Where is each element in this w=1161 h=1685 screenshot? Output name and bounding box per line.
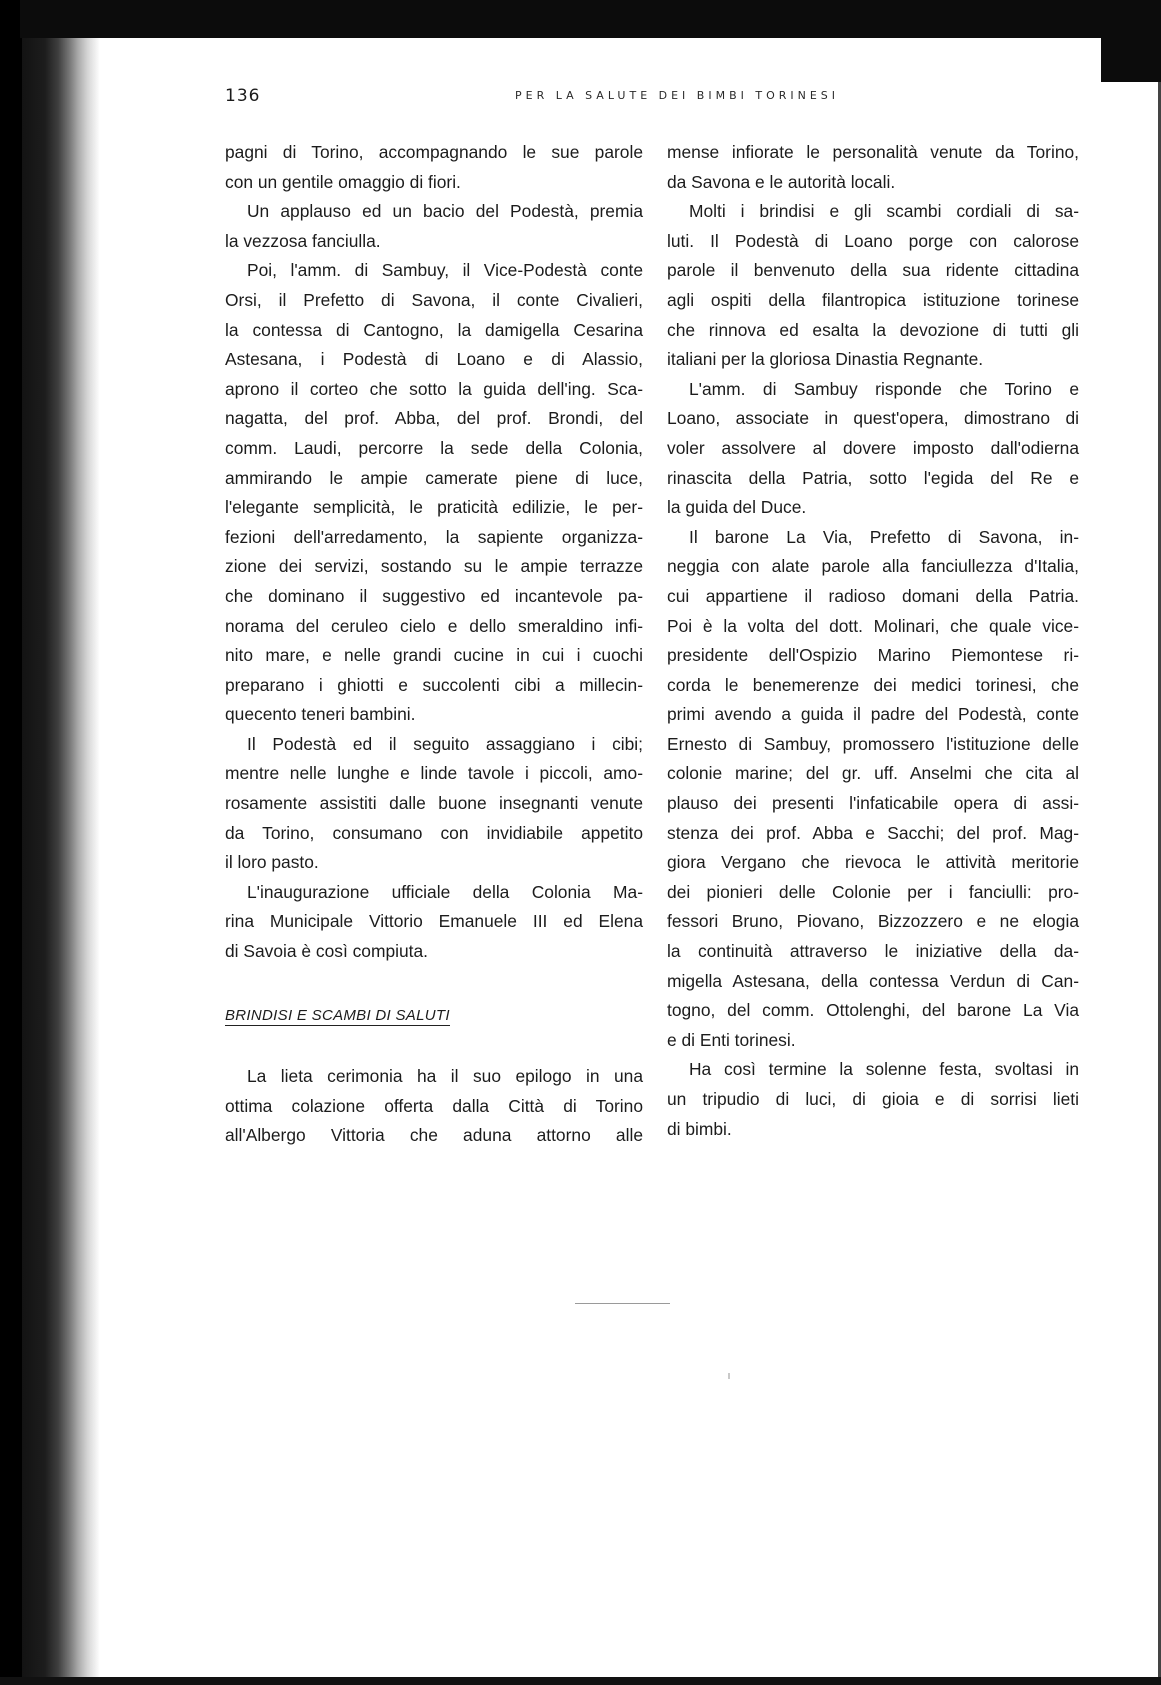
text-line: Un applauso ed un bacio del Podestà, premia — [247, 201, 643, 222]
text-line: Astesana, i Podestà di Loano e di Alassio, — [225, 349, 643, 370]
text-line: di Savoia è così compiuta. — [225, 941, 428, 962]
text-line: parole il benvenuto della sua ridente cittadina — [667, 260, 1079, 281]
text-line: un tripudio di luci, di gioia e di sorrisi lieti — [667, 1089, 1079, 1109]
text-line: aprono il corteo che sotto la guida dell'ing. Sca- — [225, 378, 643, 399]
text-line: la contessa di Cantogno, la damigella Cesarina — [225, 319, 643, 340]
text-line: da Torino, consumano con invidiabile appetito — [225, 822, 643, 843]
text-line: italiani per la gloriosa Dinastia Regnante. — [667, 349, 984, 370]
text-line: mense infiorate le personalità venute da Torino, — [667, 142, 1079, 162]
text-line: il loro pasto. — [225, 852, 319, 873]
text-line: Loano, associate in quest'opera, dimostrano di — [667, 408, 1079, 429]
text-line: Ernesto di Sambuy, promossero l'istituzione delle — [667, 733, 1079, 754]
text-line: che rinnova ed esalta la devozione di tutti gli — [667, 319, 1079, 340]
running-head — [215, 86, 1075, 112]
text-line: rinascita della Patria, sotto l'egida del Re e — [667, 467, 1079, 488]
text-line: fessori Bruno, Piovano, Bizzozzero e ne elogia — [667, 911, 1079, 932]
text-line: Il Podestà ed il seguito assaggiano i cibi; — [247, 733, 643, 754]
text-line: norama del ceruleo cielo e dello smeraldino infi- — [225, 615, 643, 636]
text-line: rina Municipale Vittorio Emanuele III ed Elena — [225, 911, 643, 932]
text-line: fezioni dell'arredamento, la sapiente organizza- — [225, 526, 643, 547]
text-line: di bimbi. — [667, 1118, 732, 1139]
text-line: dei pionieri delle Colonie per i fanciulli: pro- — [667, 881, 1079, 902]
text-line: presidente dell'Ospizio Marino Piemontese ri- — [667, 645, 1079, 666]
scan-edge-left — [0, 0, 22, 1685]
page-number: 136 — [225, 86, 261, 106]
text-line: da Savona e le autorità locali. — [667, 171, 896, 192]
text-line: cui appartiene il radioso domani della Patria. — [667, 585, 1079, 606]
text-line: ottima colazione offerta dalla Città di Torino — [225, 1095, 643, 1116]
text-line: togno, del comm. Ottolenghi, del barone La Via — [667, 1000, 1079, 1021]
text-line: La lieta cerimonia ha il suo epilogo in una — [247, 1066, 643, 1087]
text-line: Molti i brindisi e gli scambi cordiali di sa- — [689, 201, 1079, 222]
text-line: stenza dei prof. Abba e Sacchi; del prof. Mag- — [667, 822, 1079, 843]
scan-shadow-top-right — [1101, 0, 1161, 82]
scan-shadow-top — [20, 0, 1105, 38]
text-line: zione dei servizi, sostando su le ampie terrazze — [225, 556, 643, 577]
text-line: Poi è la volta del dott. Molinari, che quale vice- — [667, 615, 1079, 636]
text-line: nito mare, e nelle grandi cucine in cui i cuochi — [225, 645, 643, 666]
text-line: voler assolvere al dovere imposto dall'odierna — [667, 437, 1079, 458]
text-line: colonie marine; del gr. uff. Anselmi che cita al — [667, 763, 1079, 784]
text-line: ammirando le ampie camerate piene di luce, — [225, 467, 643, 488]
section-heading-text: BRINDISI E SCAMBI DI SALUTI — [225, 1006, 450, 1024]
running-title: PER LA SALUTE DEI BIMBI TORINESI — [515, 89, 840, 102]
text-line: Il barone La Via, Prefetto di Savona, in- — [689, 526, 1079, 547]
text-line: la guida del Duce. — [667, 497, 807, 518]
text-line: corda le benemerenze dei medici torinesi, che — [667, 674, 1079, 695]
text-line: Ha così termine la solenne festa, svoltasi in — [689, 1059, 1079, 1080]
text-line: la vezzosa fanciulla. — [225, 230, 381, 251]
text-line: pagni di Torino, accompagnando le sue parole — [225, 142, 643, 162]
text-line: all'Albergo Vittoria che aduna attorno alle — [225, 1125, 643, 1146]
bottom-rule — [575, 1303, 670, 1304]
text-line: Poi, l'amm. di Sambuy, il Vice-Podestà conte — [247, 260, 643, 281]
text-line: migella Astesana, della contessa Verdun di Can- — [667, 970, 1079, 991]
text-line: nagatta, del prof. Abba, del prof. Brondi, del — [225, 408, 643, 429]
text-line: neggia con alate parole alla fanciullezza d'Italia, — [667, 556, 1079, 577]
text-line: comm. Laudi, percorre la sede della Colonia, — [225, 437, 643, 458]
text-line: rosamente assistiti dalle buone insegnanti venute — [225, 793, 643, 814]
left-column — [225, 138, 643, 1151]
text-line: con un gentile omaggio di fiori. — [225, 171, 461, 192]
text-line: la continuità attraverso le iniziative della da- — [667, 941, 1079, 962]
text-line: che dominano il suggestivo ed incantevole pa- — [225, 585, 643, 606]
text-line: l'elegante semplicità, le praticità edilizie, le per- — [225, 497, 643, 518]
text-line: L'amm. di Sambuy risponde che Torino e — [689, 378, 1079, 399]
text-line: quecento teneri bambini. — [225, 704, 416, 725]
text-line: luti. Il Podestà di Loano porge con calorose — [667, 230, 1079, 251]
scan-edge-bottom — [0, 1677, 1161, 1685]
text-line: mentre nelle lunghe e linde tavole i piccoli, amo- — [225, 763, 643, 784]
text-line: e di Enti torinesi. — [667, 1029, 796, 1050]
section-heading — [225, 1001, 643, 1031]
right-column — [667, 138, 1079, 1144]
text-line: Orsi, il Prefetto di Savona, il conte Civalieri, — [225, 289, 643, 310]
scan-speck — [728, 1373, 730, 1379]
text-line: primi avendo a guida il padre del Podestà, conte — [667, 704, 1079, 725]
text-line: L'inaugurazione ufficiale della Colonia Ma- — [247, 881, 643, 902]
text-line: agli ospiti della filantropica istituzione torinese — [667, 289, 1079, 310]
text-line: giora Vergano che rievoca le attività meritorie — [667, 852, 1079, 873]
text-line: plauso dei presenti l'infaticabile opera di assi- — [667, 793, 1079, 814]
text-line: preparano i ghiotti e succolenti cibi a millecin- — [225, 674, 643, 695]
